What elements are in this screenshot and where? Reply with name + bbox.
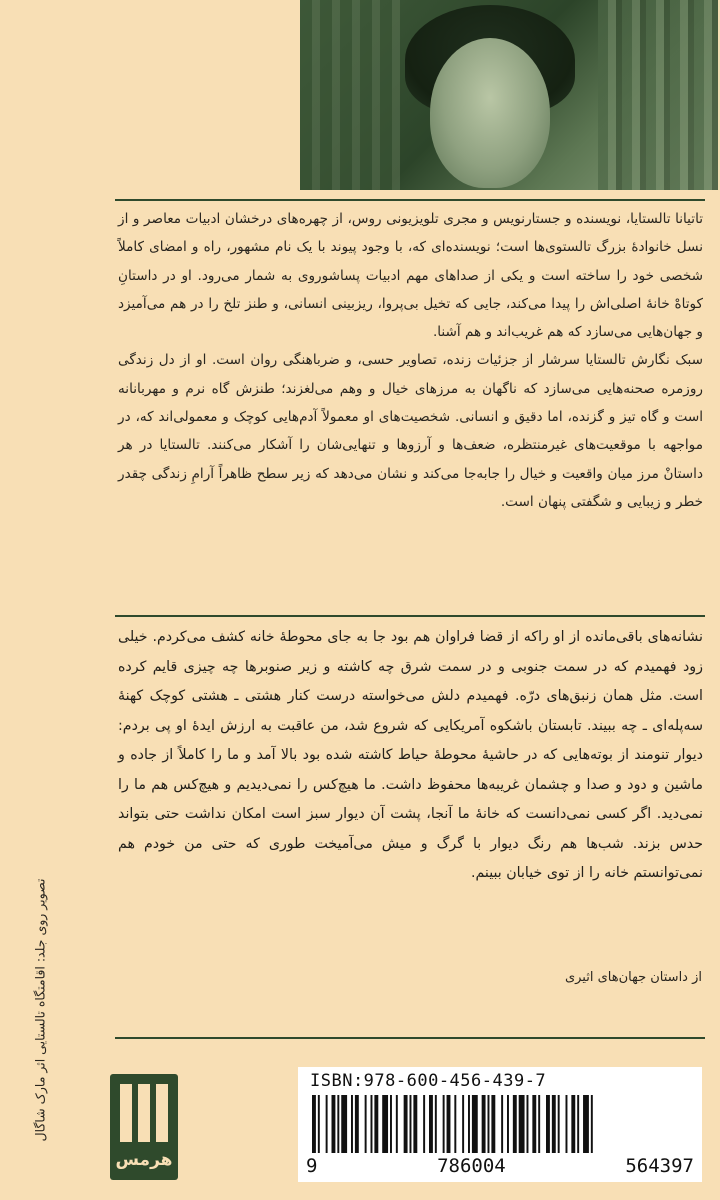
top-divider <box>115 199 705 201</box>
bio-paragraph-2: سبک نگارش تالستایا سرشار از جزئیات زنده، تصاویر حسی، و ضرباهنگی روان است. او از دل زندگی روزمره صحنه‌هایی می‌سازد که ناگهان به مرزهای خیال و وهم می‌لغزند؛ طنزش گاه نرم و مهربانانه است و گاه تیز و گزنده، اما دقیق و انسانی. شخصیت‌های او معمولاً آدم‌هایی کوچک و معمولی‌اند که، در مواجهه با موقعیت‌های غیرمنتظره، ضعف‌ها و آرزوها و تنهایی‌شان را آشکار می‌کنند. تالستایا در هر داستانْ مرز میان واقعیت و خیال را جابه‌جا می‌کند و نشان می‌دهد که زیر سطح ظاهراً آرامِ زندگی چقدر خطر و زیبایی و شگفتی پنهان است. <box>118 352 703 510</box>
barcode-bar <box>501 1095 503 1153</box>
barcode-bar <box>454 1095 456 1153</box>
author-photo <box>300 0 718 190</box>
barcode-bar <box>318 1095 320 1153</box>
barcode-bar <box>462 1095 464 1153</box>
barcode-bar <box>410 1095 412 1153</box>
barcode-digit-group-2: 564397 <box>625 1155 694 1177</box>
isbn-label: ISBN:978-600-456-439-7 <box>310 1071 547 1091</box>
publisher-logo <box>110 1074 178 1180</box>
barcode-bar <box>429 1095 433 1153</box>
barcode-bar <box>396 1095 398 1153</box>
barcode-bar <box>435 1095 437 1153</box>
barcode-bar <box>571 1095 575 1153</box>
book-excerpt <box>118 623 703 889</box>
barcode-bar <box>491 1095 495 1153</box>
barcode-bar <box>468 1095 470 1153</box>
barcode-bar <box>591 1095 593 1153</box>
barcode-bar <box>337 1095 339 1153</box>
barcode-bar <box>413 1095 417 1153</box>
barcode-bar <box>472 1095 478 1153</box>
barcode-bar <box>482 1095 486 1153</box>
barcode-bar <box>371 1095 373 1153</box>
bio-paragraph-1: تاتیانا تالستایا، نویسنده و جستارنویس و مجری تلویزیونی روس، از چهره‌های درخشان ادبیات معاصر و از نسل خانوادهٔ بزرگ تالستوی‌ها است؛ نویسنده‌ای که، با وجود پیوند با یک نام مشهور، راه و امضای کاملاً شخصی خود را ساخته است و یکی از صداهای مهم ادبیات پساشوروی به شمار می‌رود. او در داستانِ کوتاهْ خانهٔ اصلی‌اش را پیدا می‌کند، جایی که تخیل بی‌پروا، ریزبینی انسانی، و طنز تلخ را در هم می‌آمیزد و جهان‌هایی می‌سازد که هم غریب‌اند و هم آشنا. <box>118 211 703 341</box>
bottom-divider <box>115 1037 705 1039</box>
excerpt-text: نشانه‌های باقی‌مانده از او راکه از قضا فراوان هم بود جا به جای محوطهٔ خانه کشف می‌کردم. خیلی زود فهمیدم که در سمت جنوبی و در سمت شرق چه کاشته و زیر صنوبرها چه چیزی قایم کرده است. مثل همان زنبق‌های درّه. فهمیدم دلش می‌خواسته درست کنار هشتی ـ هشتی کوچک کهنهٔ سه‌پله‌ای ـ چه ببیند. تابستان باشکوه آمریکایی که شروع شد، من عاقبت به ارزش ایدهٔ او پی بردم: دیوار تنومند از بوته‌هایی که در حاشیهٔ محوطهٔ حیاط کاشته شده بود بالا آمد و ما را کاملاً از جاده و ماشین و دود و صدا و چشمان غریبه‌ها محفوظ داشت. ما هیچ‌کس را نمی‌دیدیم و هیچ‌کس هم ما را نمی‌دید. اگر کسی نمی‌دانست که خانهٔ ما آنجا، پشت آن دیوار سبز است امکان نداشت حتی بتواند حدس بزند. شب‌ها هم رنگ دیوار با گرگ و میش می‌آمیخت طوری که حتی من خودم هم نمی‌توانستم خانه را از توی خیابان ببینم. <box>118 629 703 881</box>
barcode-bar <box>519 1095 525 1153</box>
barcode-bar <box>341 1095 347 1153</box>
barcode-digits <box>306 1155 694 1177</box>
photo-face <box>430 38 550 188</box>
barcode-bar <box>404 1095 408 1153</box>
barcode-bar <box>583 1095 589 1153</box>
barcode-bar <box>374 1095 378 1153</box>
barcode-bar <box>390 1095 392 1153</box>
barcode-bar <box>443 1095 445 1153</box>
barcode-bar <box>312 1095 316 1153</box>
barcode-bar <box>566 1095 568 1153</box>
barcode-bar <box>538 1095 540 1153</box>
isbn-barcode <box>298 1067 702 1182</box>
photo-background-books <box>598 0 718 190</box>
barcode-bar <box>365 1095 367 1153</box>
barcode-bar <box>577 1095 579 1153</box>
cover-art-credit: تصویر روی جلد: اقامتگاه تالستایی اثر مارک شاگال <box>32 878 48 1142</box>
barcode-bar <box>532 1095 536 1153</box>
excerpt-source: از داستان جهان‌های اثیری <box>564 970 702 985</box>
barcode-bar <box>558 1095 560 1153</box>
publisher-name: هرمس <box>115 1150 173 1170</box>
barcode-bar <box>351 1095 353 1153</box>
barcode-bar <box>507 1095 509 1153</box>
barcode-bar <box>382 1095 388 1153</box>
barcode-bar <box>332 1095 336 1153</box>
barcode-digit-group-1: 786004 <box>437 1155 506 1177</box>
barcode-digit-prefix: 9 <box>306 1155 318 1177</box>
barcode-bar <box>546 1095 550 1153</box>
publisher-logo-icon <box>120 1084 168 1142</box>
barcode-bars <box>306 1095 694 1155</box>
barcode-bar <box>447 1095 451 1153</box>
barcode-bar <box>527 1095 529 1153</box>
barcode-bar <box>326 1095 328 1153</box>
middle-divider <box>115 615 705 617</box>
barcode-bar <box>355 1095 359 1153</box>
author-bio <box>118 205 703 516</box>
barcode-bar <box>488 1095 490 1153</box>
barcode-bar <box>552 1095 556 1153</box>
barcode-bar <box>513 1095 517 1153</box>
photo-background-shelf <box>300 0 400 190</box>
barcode-bar <box>423 1095 425 1153</box>
